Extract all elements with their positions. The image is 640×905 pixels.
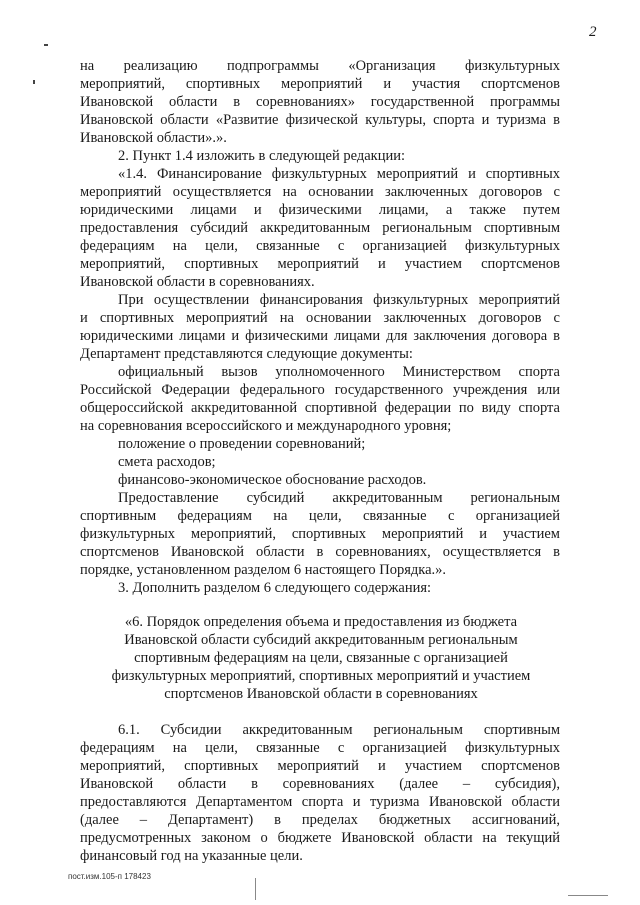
text-line: физкультурных мероприятий, спортивных мероприятий и участием bbox=[80, 526, 560, 542]
text-line: юридическими лицами и физическими лицами, а также путем bbox=[80, 202, 560, 218]
text-line: «1.4. Финансирование физкультурных мероприятий и спортивных bbox=[118, 166, 560, 182]
text-line: (далее – Департамент) в пределах бюджетных ассигнований, bbox=[80, 812, 560, 828]
text-line: При осуществлении финансирования физкультурных мероприятий bbox=[118, 292, 560, 308]
text-line: Ивановской области в соревнованиях» государственной программы bbox=[80, 94, 560, 110]
text-line: общероссийской аккредитованной спортивной федерации по виду спорта bbox=[80, 400, 560, 416]
text-line: на соревнования всероссийского и международного уровня; bbox=[80, 418, 452, 434]
page-number: 2 bbox=[589, 24, 597, 40]
scan-line bbox=[568, 895, 608, 896]
text-line: 6.1. Субсидии аккредитованным региональным спортивным bbox=[118, 722, 560, 738]
section-heading: «6. Порядок определения объема и предоставления из бюджета bbox=[124, 614, 518, 630]
section-heading: спортивным федерациям на цели, связанные с организацией bbox=[134, 650, 508, 666]
scan-speck bbox=[33, 80, 35, 84]
text-line: мероприятий осуществляется на основании заключенных договоров с bbox=[80, 184, 560, 200]
scan-speck bbox=[44, 44, 48, 46]
section-heading: физкультурных мероприятий, спортивных мероприятий и участием bbox=[111, 668, 531, 684]
text-line: финансовый год на указанные цели. bbox=[80, 848, 303, 864]
text-line: федерациям на цели, связанные с организацией физкультурных bbox=[80, 740, 560, 756]
list-item-heading: 2. Пункт 1.4 изложить в следующей редакции: bbox=[118, 148, 406, 164]
text-line: положение о проведении соревнований; bbox=[118, 436, 366, 452]
text-line: Ивановской области».». bbox=[80, 130, 227, 146]
text-line: мероприятий, спортивных мероприятий и участием спортсменов bbox=[80, 256, 560, 272]
text-line: спортивным федерациям на цели, связанные с организацией bbox=[80, 508, 560, 524]
text-line: Департамент представляются следующие документы: bbox=[80, 346, 413, 362]
text-line: предоставляются Департаментом спорта и туризма Ивановской области bbox=[80, 794, 560, 810]
list-item-heading: 3. Дополнить разделом 6 следующего содержания: bbox=[118, 580, 432, 596]
scan-line bbox=[255, 878, 256, 900]
text-line: федерациям на цели, связанные с организацией физкультурных bbox=[80, 238, 560, 254]
text-line: финансово-экономическое обоснование расходов. bbox=[118, 472, 427, 488]
section-heading: Ивановской области субсидий аккредитованным региональным bbox=[124, 632, 518, 648]
text-line: на реализацию подпрограммы «Организация физкультурных bbox=[80, 58, 560, 74]
footer-code: пост.изм.105-п 178423 bbox=[68, 872, 151, 881]
text-line: предоставления субсидий аккредитованным региональным спортивным bbox=[80, 220, 560, 236]
text-line: спортсменов Ивановской области в соревнованиях, осуществляется в bbox=[80, 544, 560, 560]
text-line: Предоставление субсидий аккредитованным региональным bbox=[118, 490, 560, 506]
text-line: официальный вызов уполномоченного Министерством спорта bbox=[118, 364, 560, 380]
text-line: порядке, установленном разделом 6 настоящего Порядка.». bbox=[80, 562, 447, 578]
text-line: мероприятий, спортивных мероприятий и участия спортсменов bbox=[80, 76, 560, 92]
text-line: Российской Федерации федерального государственного учреждения или bbox=[80, 382, 560, 398]
text-line: Ивановской области в соревнованиях (далее – субсидия), bbox=[80, 776, 560, 792]
text-line: предусмотренных законом о бюджете Ивановской области на текущий bbox=[80, 830, 560, 846]
section-heading: спортсменов Ивановской области в соревнованиях bbox=[164, 686, 478, 702]
text-line: и спортивных мероприятий на основании заключенных договоров с bbox=[80, 310, 560, 326]
text-line: Ивановской области «Развитие физической культуры, спорта и туризма в bbox=[80, 112, 560, 128]
text-line: мероприятий, спортивных мероприятий и участием спортсменов bbox=[80, 758, 560, 774]
text-line: юридическими лицами и физическими лицами для заключения договора в bbox=[80, 328, 560, 344]
text-line: Ивановской области в соревнованиях. bbox=[80, 274, 315, 290]
text-line: смета расходов; bbox=[118, 454, 216, 470]
